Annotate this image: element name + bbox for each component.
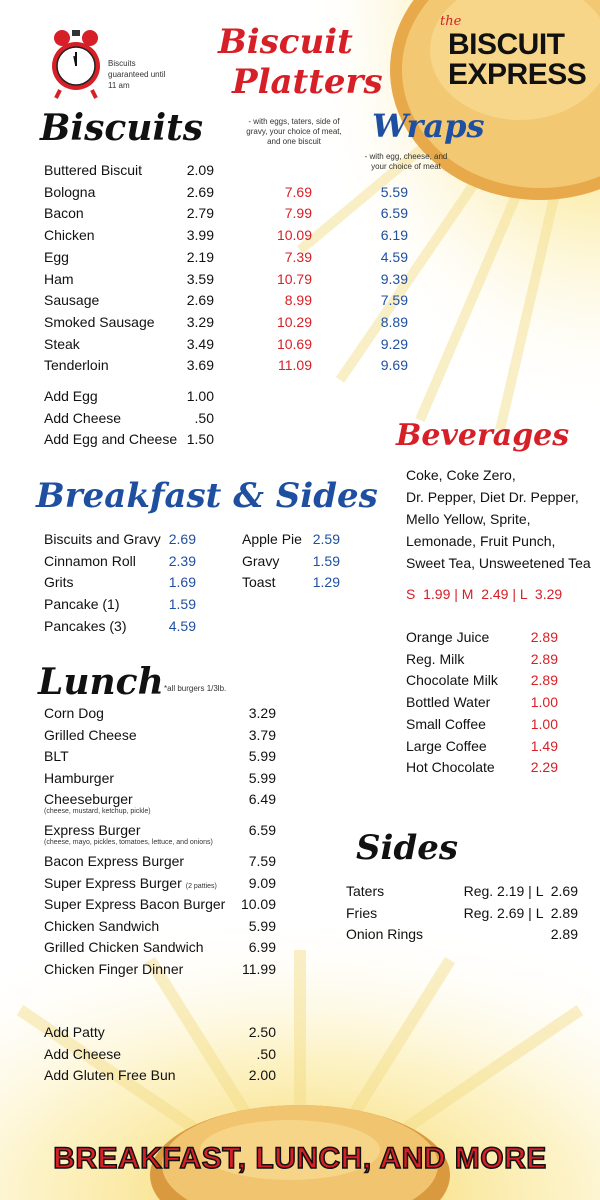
biscuit-item-name: Ham: [44, 270, 74, 287]
lunch-addon-name: Add Gluten Free Bun: [44, 1067, 176, 1084]
lunch-item-price: 5.99: [248, 748, 276, 764]
lunch-item-price: 3.79: [248, 726, 276, 743]
lunch-item-name: Express Burger: [44, 822, 141, 838]
platters-heading-1: Biscuit: [218, 22, 353, 62]
breakfast-item-name: Pancakes (3): [44, 617, 127, 634]
platter-item-price: 11.09: [278, 357, 312, 374]
wrap-item-price: 9.39: [380, 270, 408, 287]
lunch-item-note: (cheese, mustard, ketchup, pickle): [44, 808, 151, 815]
breakfast-item-name: Cinnamon Roll: [44, 552, 136, 569]
lunch-addon-price: 2.00: [248, 1067, 276, 1084]
beverage-item-name: Large Coffee: [406, 737, 487, 754]
wraps-heading: Wraps: [372, 107, 485, 145]
side-item-price: Reg. 2.69 | L 2.89: [463, 904, 578, 921]
breakfast-item-price: 1.69: [168, 574, 196, 591]
biscuit-item-name: Egg: [44, 248, 69, 265]
biscuit-addon-name: Add Egg and Cheese: [44, 431, 178, 448]
biscuit-item-price: 2.79: [186, 205, 214, 222]
biscuit-addon-price: .50: [194, 409, 214, 426]
biscuit-item-name: Bacon: [44, 205, 84, 222]
brand-line2: EXPRESS: [448, 58, 587, 91]
soda-line: Dr. Pepper, Diet Dr. Pepper,: [406, 489, 579, 505]
lunch-addon-price: .50: [256, 1045, 276, 1062]
beverage-item-price: 2.89: [530, 672, 558, 689]
soda-size-prices: S 1.99 | M 2.49 | L 3.29: [406, 586, 563, 602]
lunch-item-name: Corn Dog: [44, 705, 104, 721]
wrap-item-price: 7.59: [380, 292, 408, 309]
lunch-item-inline-note: (2 patties): [185, 882, 217, 890]
lunch-heading: Lunch: [38, 661, 164, 703]
biscuit-item-name: Chicken: [44, 227, 95, 244]
biscuit-item-name: Buttered Biscuit: [44, 162, 143, 178]
wrap-item-price: 9.29: [380, 335, 408, 352]
beverage-item-name: Reg. Milk: [406, 650, 465, 667]
biscuit-addon-name: Add Cheese: [44, 409, 122, 426]
platter-item-price: 7.99: [284, 205, 312, 222]
biscuit-item-price: 3.99: [186, 227, 214, 244]
soda-list: [406, 464, 591, 574]
footer-tagline: BREAKFAST, LUNCH, AND MORE: [53, 1142, 547, 1175]
soda-line: Mello Yellow, Sprite,: [406, 511, 531, 527]
beverage-item-name: Hot Chocolate: [406, 759, 495, 776]
beverage-item-price: 2.29: [530, 759, 558, 776]
side-item-price: Reg. 2.19 | L 2.69: [463, 883, 578, 899]
platter-item-price: 8.99: [284, 292, 312, 309]
biscuits-heading: Biscuits: [40, 107, 204, 149]
wrap-item-price: 6.59: [380, 205, 408, 222]
lunch-item-name: Hamburger: [44, 769, 115, 786]
platter-item-price: 10.29: [276, 313, 312, 330]
lunch-item-name: Grilled Cheese: [44, 726, 137, 743]
side-item-price: 2.89: [550, 926, 578, 943]
lunch-item-name: BLT: [44, 748, 69, 764]
biscuit-item-name: Tenderloin: [44, 357, 109, 374]
biscuit-item-name: Bologna: [44, 183, 96, 200]
lunch-item-price: 6.99: [248, 939, 276, 955]
platter-item-price: 10.09: [276, 227, 312, 244]
sides-heading: Sides: [356, 828, 459, 868]
lunch-item-name: Grilled Chicken Sandwich: [44, 939, 204, 955]
clock-note: Biscuits guaranteed until 11 am: [108, 59, 166, 90]
lunch-item-name: Chicken Sandwich: [44, 917, 160, 934]
lunch-item-name: Super Express Bacon Burger: [44, 896, 226, 912]
breakfast-side-price: 2.59: [312, 531, 340, 547]
wrap-item-price: 4.59: [380, 248, 408, 265]
breakfast-item-name: Grits: [44, 574, 74, 591]
lunch-item-name: Bacon Express Burger: [44, 853, 185, 869]
beverages-heading: Beverages: [396, 418, 570, 453]
lunch-item-price: 7.59: [248, 853, 276, 869]
biscuit-addon-price: 1.00: [186, 388, 214, 404]
soda-line: Lemonade, Fruit Punch,: [406, 533, 556, 549]
platter-item-price: 7.39: [284, 248, 312, 265]
side-item-name: Fries: [346, 904, 378, 921]
lunch-item-price: 5.99: [248, 769, 276, 786]
breakfast-side-price: 1.59: [312, 552, 340, 569]
wrap-item-price: 5.59: [380, 183, 408, 200]
lunch-note: *all burgers 1/3lb.: [164, 684, 227, 693]
soda-line: Sweet Tea, Unsweetened Tea: [406, 555, 591, 571]
lunch-item-name: Cheeseburger: [44, 791, 133, 807]
biscuit-item-name: Sausage: [44, 292, 100, 309]
beverage-item-price: 1.00: [530, 694, 558, 711]
biscuit-item-price: 2.19: [186, 248, 214, 265]
lunch-item-price: 5.99: [248, 917, 276, 934]
beverage-item-price: 1.49: [530, 737, 558, 754]
beverage-item-name: Orange Juice: [406, 629, 490, 645]
platters-note: - with eggs, taters, side of gravy, your choice of meat, and one biscuit: [246, 117, 342, 146]
lunch-item-price: 6.59: [248, 822, 276, 838]
wraps-note: - with egg, cheese, and your choice of meat: [364, 152, 448, 171]
breakfast-item-price: 4.59: [168, 617, 196, 634]
lunch-item-price: 10.09: [240, 896, 276, 912]
wrap-item-price: 6.19: [380, 227, 408, 244]
lunch-item-note: (cheese, mayo, pickles, tomatoes, lettuce, and onions): [44, 839, 213, 846]
lunch-addon-name: Add Cheese: [44, 1045, 122, 1062]
lunch-addon-name: Add Patty: [44, 1024, 105, 1040]
lunch-item-name: Chicken Finger Dinner: [44, 960, 184, 977]
brand-the: the: [440, 14, 462, 29]
beverage-item-price: 1.00: [530, 715, 558, 732]
biscuit-item-name: Steak: [44, 335, 80, 352]
lunch-item-price: 11.99: [242, 960, 276, 977]
biscuit-addon-name: Add Egg: [44, 388, 98, 404]
biscuit-item-price: 2.69: [186, 183, 214, 200]
side-item-name: Taters: [346, 883, 385, 899]
breakfast-item-name: Biscuits and Gravy: [44, 531, 161, 547]
alarm-clock-icon: [50, 28, 102, 100]
breakfast-side-name: Gravy: [242, 552, 280, 569]
breakfast-item-name: Pancake (1): [44, 596, 120, 613]
biscuit-item-price: 3.49: [186, 335, 214, 352]
biscuit-addon-price: 1.50: [186, 431, 214, 448]
brand-line1: BISCUIT: [448, 28, 565, 61]
beverage-item-name: Small Coffee: [406, 715, 486, 732]
lunch-addon-price: 2.50: [248, 1024, 276, 1040]
soda-line: Coke, Coke Zero,: [406, 467, 516, 483]
breakfast-heading: Breakfast & Sides: [36, 476, 378, 516]
platter-item-price: 7.69: [284, 183, 312, 200]
wrap-item-price: 8.89: [380, 313, 408, 330]
breakfast-item-price: 2.69: [168, 531, 196, 547]
side-item-name: Onion Rings: [346, 926, 424, 943]
lunch-item-price: 6.49: [248, 791, 276, 807]
beverage-item-price: 2.89: [530, 629, 558, 645]
platter-item-price: 10.69: [276, 335, 312, 352]
biscuit-item-price: 3.69: [186, 357, 214, 374]
biscuit-item-price: 3.29: [186, 313, 214, 330]
lunch-item-name: Super Express Burger (2 patties): [44, 874, 217, 891]
lunch-item-price: 9.09: [248, 874, 276, 891]
biscuit-item-name: Smoked Sausage: [44, 313, 155, 330]
biscuit-item-price: 2.09: [186, 162, 214, 178]
breakfast-side-name: Toast: [242, 574, 276, 591]
breakfast-item-price: 1.59: [168, 596, 196, 613]
breakfast-side-name: Apple Pie: [242, 531, 302, 547]
beverage-item-name: Bottled Water: [406, 694, 491, 711]
lunch-item-price: 3.29: [248, 705, 276, 721]
beverage-item-name: Chocolate Milk: [406, 672, 498, 689]
breakfast-side-price: 1.29: [312, 574, 340, 591]
platters-heading-2: Platters: [232, 62, 383, 102]
beverage-item-price: 2.89: [530, 650, 558, 667]
platter-item-price: 10.79: [276, 270, 312, 287]
breakfast-item-price: 2.39: [168, 552, 196, 569]
biscuit-item-price: 2.69: [186, 292, 214, 309]
biscuit-item-price: 3.59: [186, 270, 214, 287]
wrap-item-price: 9.69: [380, 357, 408, 374]
